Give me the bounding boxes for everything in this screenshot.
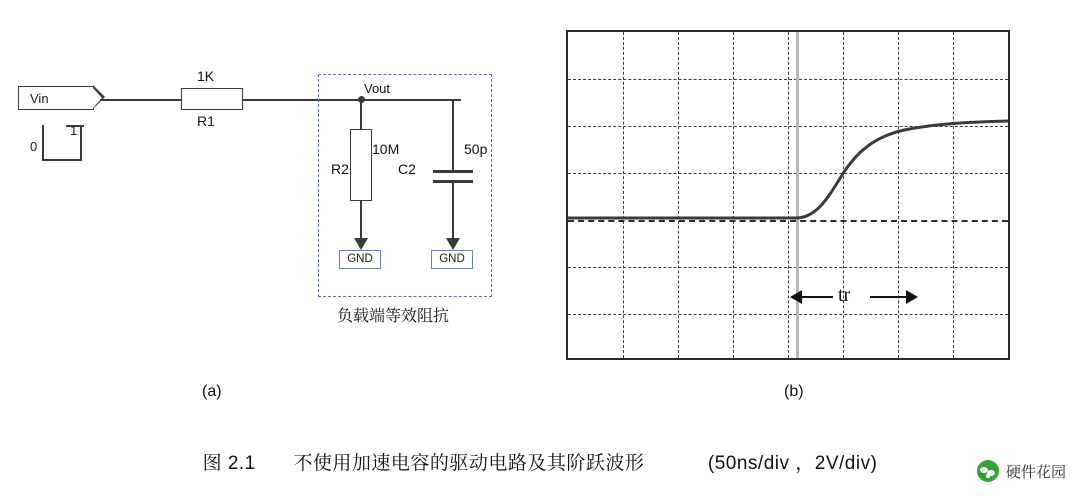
c2-value-label: 50p bbox=[464, 141, 488, 157]
figure-caption bbox=[0, 448, 1080, 475]
rise-time-label: tr bbox=[838, 284, 851, 306]
rise-time-measure bbox=[790, 284, 918, 307]
pulse-high-label: 1 bbox=[70, 123, 78, 138]
vout-node-label: Vout bbox=[364, 81, 391, 96]
oscilloscope-screenshot bbox=[560, 22, 1020, 400]
resistor-r1-body bbox=[181, 88, 243, 110]
watermark bbox=[977, 460, 1066, 482]
pulse-low-segment bbox=[42, 159, 82, 161]
wire-node-to-c2 bbox=[452, 99, 454, 171]
tr-line-right bbox=[870, 296, 906, 299]
source-label: Vin bbox=[30, 91, 49, 106]
waveform-trace bbox=[568, 32, 1008, 358]
load-impedance-label: 负载端等效阻抗 bbox=[337, 308, 450, 325]
r1-ref-label: R1 bbox=[197, 113, 215, 129]
wire-r2-to-gnd bbox=[360, 201, 362, 243]
arrow-right-icon bbox=[906, 290, 918, 304]
caption-note: (50ns/div ，2V/div) bbox=[707, 453, 878, 474]
wire-c2-to-gnd bbox=[452, 183, 454, 243]
watermark-text: 硬件花园 bbox=[1005, 463, 1066, 481]
r2-value-label: 10M bbox=[372, 141, 400, 157]
wire-node-to-r2 bbox=[360, 99, 362, 129]
scope-screen bbox=[566, 30, 1010, 360]
ground-arrow-right-icon bbox=[446, 238, 460, 250]
wire-source-to-r1 bbox=[100, 99, 182, 101]
subfigure-b-label: (b) bbox=[784, 383, 804, 400]
wechat-logo-icon bbox=[977, 460, 999, 482]
r1-value-label: 1K bbox=[197, 68, 215, 84]
subfigure-a-label: (a) bbox=[202, 383, 222, 400]
resistor-r2-body bbox=[350, 129, 372, 201]
pulse-rising-edge bbox=[42, 125, 44, 161]
c2-ref-label: C2 bbox=[398, 161, 416, 177]
pulse-falling-edge bbox=[80, 125, 82, 161]
ground-arrow-left-icon bbox=[354, 238, 368, 250]
ground-left-label: GND bbox=[339, 250, 381, 269]
capacitor-top-plate bbox=[433, 170, 473, 173]
pulse-low-label: 0 bbox=[30, 139, 38, 154]
caption-text: 不使用加速电容的驱动电路及其阶跃波形 bbox=[293, 453, 645, 474]
circuit-diagram bbox=[0, 0, 540, 420]
r2-ref-label: R2 bbox=[331, 161, 349, 177]
tr-line-left bbox=[801, 296, 833, 299]
caption-number: 图 2.1 bbox=[202, 453, 256, 474]
ground-right-label: GND bbox=[431, 250, 473, 269]
